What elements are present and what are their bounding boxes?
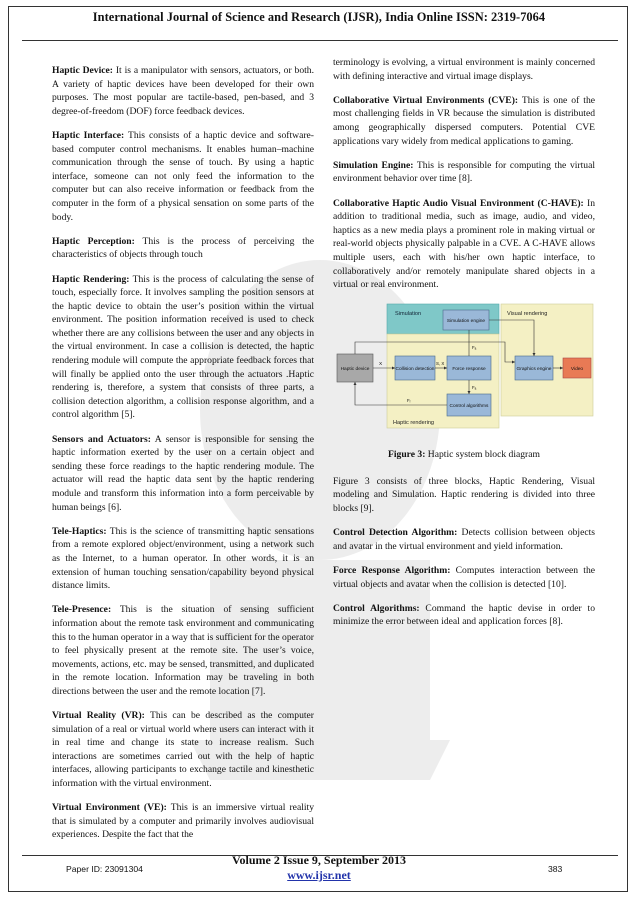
paragraph-term: Sensors and Actuators:	[52, 433, 151, 445]
simulation-engine-label: Simulation engine	[446, 319, 486, 325]
paragraph-term: Force Response Algorithm:	[333, 565, 451, 577]
paragraph	[52, 273, 314, 423]
paragraph	[52, 525, 314, 593]
simulation-label: Simulation	[395, 311, 422, 318]
paragraph-text: In addition to traditional media, such as image, audio, and video, haptics as a new media plays a prominent role in making virtual or real-world objects physically palpable in a CVE. A C-HAVE allows multiple users, each with his/her own haptic interface, to collaboratively and/or remotely manipulate shared objects in a virtual or real environment.	[333, 197, 595, 291]
caption-label: Figure 3:	[388, 449, 426, 461]
paragraph	[333, 159, 595, 186]
paragraph-term: Simulation Engine:	[333, 159, 414, 171]
paragraph-text: This is the process of calculating the sense of touch, especially force. It involves sampling the position sensors at the haptic device to obtain the user’s position within the virtual environment. The position information received is used to check whether there are any collisions between the user and any objects in the virtual environment. In case a collision is detected, the haptic rendering module will compute the appropriate feedback forces that will finally be applied onto the user through the actuators .Haptic rendering is, therefore, a system that consists of three parts, a collision detection algorithm, a collision response algorithm, and a control algorithm [5].	[52, 273, 314, 421]
paragraph-text: A sensor is responsible for sensing the haptic information exerted by the user on a certain object and sending these force readings to the haptic rendering module. The actuator will read the haptic data sent by the haptic rendering module and transform this information into a form perceivable by human beings [6].	[52, 433, 314, 513]
paragraph-text: Detects collision between objects and avatar in the virtual environment and yield information.	[333, 527, 595, 552]
paragraph	[52, 709, 314, 791]
paragraph-text: This is an immersive virtual reality that is simulated by a computer and primarily involves audiovisual experiences. Despite the fact that the	[52, 802, 314, 841]
paragraph-term: Tele-Haptics:	[52, 525, 107, 537]
journal-header: International Journal of Science and Research (IJSR), India Online ISSN: 2319-7064	[92, 10, 546, 24]
paragraph-text: Figure 3 consists of three blocks, Haptic Rendering, Visual modeling and Simulation. Haptic rendering is divided into three blocks [9].	[333, 475, 595, 515]
paragraph-term: Control Detection Algorithm:	[333, 527, 458, 539]
paragraph	[333, 475, 595, 516]
paragraph-term: Collaborative Virtual Environments (CVE):	[333, 94, 519, 106]
paragraph-text: Command the haptic devise in order to minimize the error between ideal and application forces [8].	[333, 602, 596, 628]
paragraph	[333, 197, 595, 292]
paragraph-term: Haptic Interface:	[52, 129, 125, 141]
paragraph-term: Haptic Rendering:	[52, 273, 130, 285]
paragraph	[333, 526, 595, 553]
paragraph	[333, 564, 595, 591]
video-label: Video	[570, 367, 584, 373]
header-rule	[22, 40, 618, 41]
figure-caption	[333, 448, 595, 462]
fd2-signal-label: Fₐ	[472, 385, 477, 391]
paragraph-term: Virtual Environment (VE):	[52, 802, 167, 814]
paragraph	[333, 56, 595, 83]
paragraph-text: This is responsible for computing the virtual environment behavior over time [8].	[333, 159, 595, 185]
visual-rendering-label: Visual rendering	[507, 311, 548, 318]
paragraph-term: Virtual Reality (VR):	[52, 710, 145, 722]
paragraph-text: Computes interaction between the virtual objects and avatar when the collision is detected [10].	[333, 565, 595, 590]
graphics-engine-label: Graphics engine	[516, 367, 552, 373]
sx-signal-label: S, X	[436, 361, 445, 367]
volume-issue: Volume 2 Issue 9, September 2013	[231, 853, 406, 867]
paragraph-term: Haptic Perception:	[52, 235, 135, 247]
haptic-system-block-diagram	[333, 302, 595, 440]
journal-url-link[interactable]: www.ijsr.net	[287, 868, 351, 882]
fr-signal-label: Fᵣ	[407, 398, 411, 404]
paragraph	[333, 602, 595, 629]
paragraph-text: It is a manipulator with sensors, actuators, or both. A variety of haptic devices have been developed for their own purposes. The most popular are tactile-based, pen-based, and 3 degree-of-freedom (DOF) force feedback devices.	[52, 65, 314, 117]
right-column	[333, 56, 595, 640]
paragraph	[52, 64, 314, 118]
paragraph	[52, 235, 314, 262]
page-number: 383	[548, 864, 563, 874]
paragraph	[52, 801, 314, 842]
caption-text: Haptic system block diagram	[425, 449, 540, 461]
paragraph	[52, 433, 314, 515]
haptic-device-label: Haptic device	[340, 367, 370, 373]
paragraph-text: This is the process of perceiving the characteristics of objects through touch	[52, 235, 314, 261]
paragraph-text: This is one of the most challenging fields in VR because the simulation is distributed among geographically dispersed computers. Potential CVE applications vary widely from medical applications to gaming.	[333, 94, 596, 147]
paragraph-text: terminology is evolving, a virtual environment is mainly concerned with defining interactive and virtual image displays.	[333, 57, 595, 82]
paragraph	[52, 603, 314, 698]
paragraph-term: Haptic Device:	[52, 65, 113, 76]
fd-signal-label: Fₐ	[472, 345, 477, 351]
paragraph-text: This consists of a haptic device and software-based computer control mechanisms. It enables human–machine communication through the sense of touch. By using a haptic interface, someone can not only feed the information to the computer but can also receive information or feedback from the computer in the form of a physical sensation on some parts of the body.	[52, 129, 314, 223]
paragraph-text: This is the science of transmitting haptic sensations from a remote explored object/environment, using a network such as the Internet, to a human operator. In other words, it is an extension of human touching sensation/capability beyond physical distance limits.	[52, 525, 314, 592]
paragraph-term: Tele-Presence:	[52, 604, 112, 616]
paragraph-text: This can be described as the computer simulation of a real or virtual world where users can interact with it in real time and change its state to increase realism. Such interactions are sometimes carried out with the help of haptic interfaces, allowing participants to exchange tactile and kinesthetic information with the virtual environment.	[52, 710, 314, 790]
x-signal-label: X	[379, 362, 383, 368]
force-response-label: Force response	[452, 367, 486, 373]
collision-detection-label: Collision detection	[395, 367, 435, 373]
paragraph	[52, 129, 314, 224]
paragraph-term: Control Algorithms:	[333, 602, 420, 614]
control-algorithms-label: Control algorithms	[449, 404, 489, 410]
left-column	[52, 64, 314, 853]
paper-id: Paper ID: 23091304	[66, 864, 143, 874]
paragraph	[333, 94, 595, 148]
haptic-rendering-label: Haptic rendering	[393, 420, 435, 427]
paragraph-text: This is the situation of sensing sufficient information about the remote task environment and communicating this to the human operator in a way that is sufficient for the operator to feel physically present at the remote site. The user’s voice, movements, actions, etc. may be sensed, transmitted, and duplicated in the remote location. Information may be traveling in both directions between the user and the remote location [7].	[52, 604, 314, 697]
paragraph-term: Collaborative Haptic Audio Visual Environment (C-HAVE):	[333, 197, 584, 209]
